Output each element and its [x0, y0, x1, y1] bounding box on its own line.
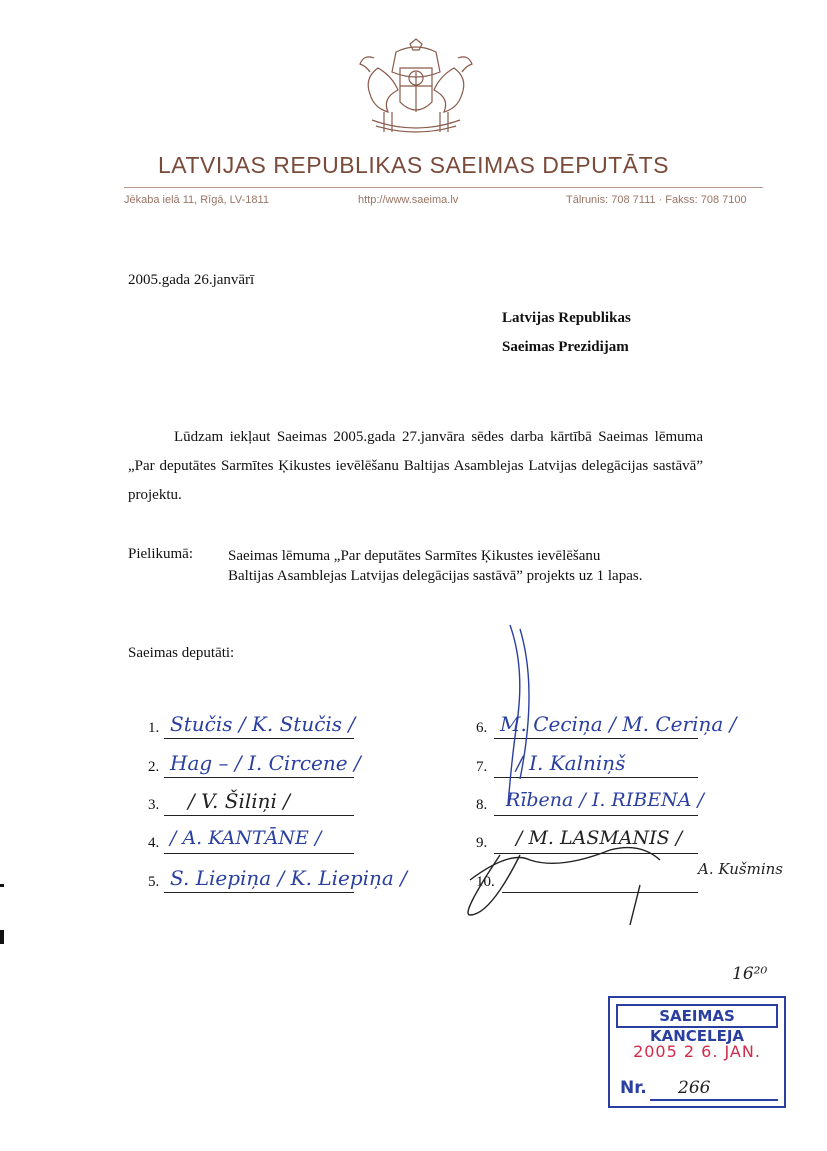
letter-date: 2005.gada 26.janvārī [128, 272, 255, 288]
signature-line [164, 892, 354, 893]
attachment-line-1: Saeimas lēmuma „Par deputātes Sarmītes Ķikustes ievēlēšanu [228, 548, 601, 564]
signature-number: 1. [148, 720, 160, 736]
handwritten-signature: Stučis / K. Stučis / [170, 712, 356, 736]
signature-line [164, 738, 354, 739]
stamp-number-line [650, 1099, 778, 1101]
signature-row [148, 789, 448, 819]
letterhead-title: LATVIJAS REPUBLIKAS SAEIMAS DEPUTĀTS [158, 152, 669, 178]
handwritten-signature: Rībena / I. RIBENA / [506, 789, 704, 811]
signature-number: 2. [148, 759, 160, 775]
signature-number: 10. [476, 874, 495, 890]
handwritten-signature: / M. LASMANIS / [516, 827, 683, 849]
signature-line [164, 853, 354, 854]
handwritten-reference-number: 16²⁰ [732, 964, 768, 984]
handwritten-signature: M. Ceciņa / M. Ceriņa / [500, 712, 737, 736]
stamp-number-label: Nr. [620, 1078, 647, 1098]
letterhead-address: Jēkaba ielā 11, Rīgā, LV-1811 [124, 194, 269, 206]
signature-number: 5. [148, 874, 160, 890]
signature-number: 6. [476, 720, 488, 736]
signature-line [164, 777, 354, 778]
signature-column-left [148, 700, 448, 900]
signers-heading: Saeimas deputāti: [128, 645, 235, 661]
signature-strokes [440, 615, 820, 935]
handwritten-signature: / V. Šiliņi / [188, 789, 291, 813]
signature-row [148, 827, 448, 857]
signature-row [148, 712, 448, 742]
stamp-date: 2005 2 6. JAN. [633, 1042, 761, 1061]
signature-line [164, 815, 354, 816]
stamp-heading: SAEIMAS KANCELEJA [616, 1004, 778, 1028]
signature-number: 8. [476, 797, 488, 813]
handwritten-signature: Hag – / I. Circene / [170, 751, 361, 775]
letterhead-phone-fax: Tālrunis: 708 7111 · Fakss: 708 7100 [566, 194, 747, 206]
attachment-text [228, 546, 708, 586]
scan-edge-mark [0, 884, 4, 887]
addressee-line-2: Saeimas Prezidijam [502, 339, 629, 355]
handwritten-signature: S. Liepiņa / K. Liepiņa / [170, 866, 407, 890]
signature-number: 3. [148, 797, 160, 813]
letterhead-divider [124, 187, 763, 188]
signature-number: 9. [476, 835, 488, 851]
signature-number: 4. [148, 835, 160, 851]
attachment-label: Pielikumā: [128, 546, 193, 562]
coat-of-arms-emblem [348, 38, 484, 138]
addressee-line-1: Latvijas Republikas [502, 310, 631, 326]
letter-body: Lūdzam iekļaut Saeimas 2005.gada 27.janvāra sēdes darba kārtībā Saeimas lēmuma „Par deputātes Sarmītes Ķikustes ievēlēšanu Baltijas Asamblejas Latvijas delegācijas sastāvā” projektu. [128, 429, 703, 503]
office-stamp [608, 996, 786, 1108]
stamp-number-value: 266 [678, 1078, 711, 1098]
handwritten-signature: / I. Kalniņš [516, 751, 626, 775]
signature-row [148, 866, 448, 896]
handwritten-signature: A. Kušmins [698, 860, 783, 878]
letterhead-website: http://www.saeima.lv [358, 194, 459, 206]
handwritten-signature: / A. KANTĀNE / [170, 827, 322, 849]
signature-row [148, 751, 448, 781]
attachment-line-2: Baltijas Asamblejas Latvijas delegācijas sastāvā” projekts uz 1 lapas. [228, 568, 643, 584]
scan-edge-mark [0, 930, 4, 944]
signature-number: 7. [476, 759, 488, 775]
